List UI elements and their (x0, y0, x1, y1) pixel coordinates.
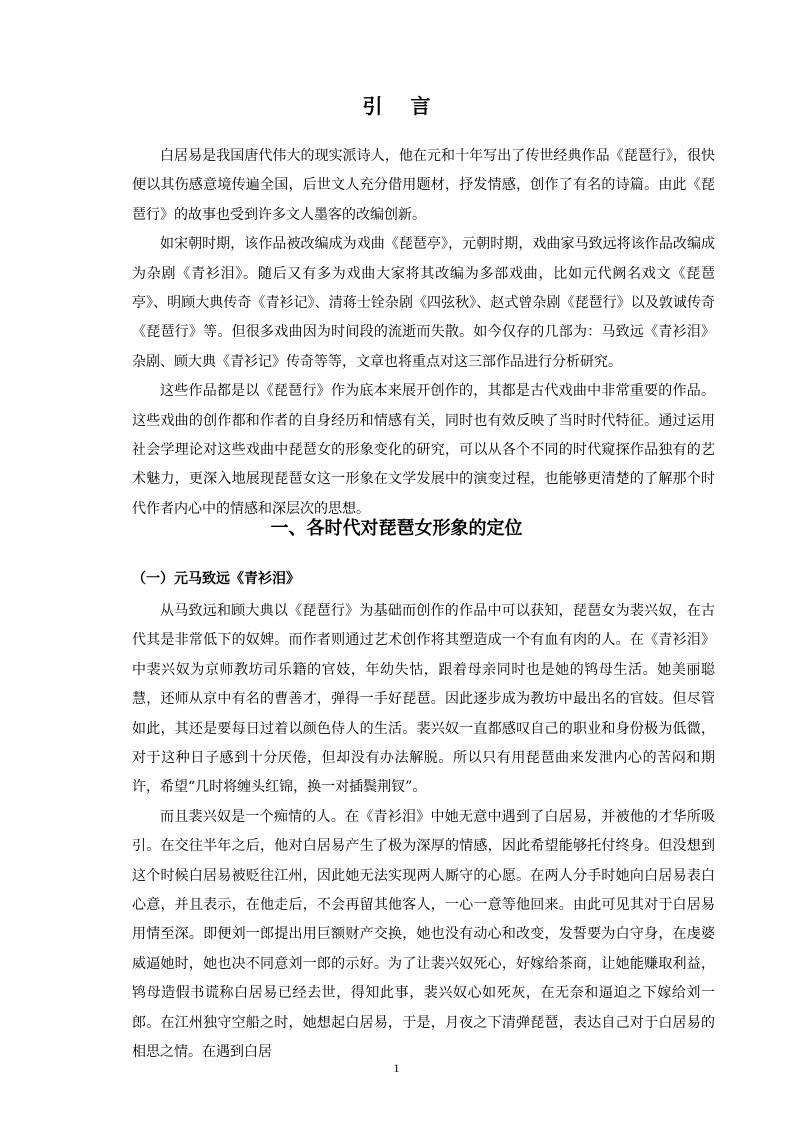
subsection-heading: （一）元马致远《青衫泪》 (132, 571, 300, 587)
section-heading: 一、各时代对琵琶女形象的定位 (270, 518, 523, 539)
section-paragraph-1: 从马致远和顾大典以《琵琶行》为基础而创作的作品中可以获知，琵琶女为裴兴奴，在古代其是非常低下的奴婢。而作者则通过艺术创作将其塑造成一个有血有肉的人。在《青衫泪》中裴兴奴为京师教坊司乐籍的官妓，年幼失怙，跟着母亲同时也是她的鸨母生活。她美丽聪慧，还师从京中有名的曹善才，弹得一手好琵琶。因此逐步成为教坊中最出名的官妓。但尽管如此，其还是要每日过着以颜色侍人的生活。裴兴奴一直都感叹自己的职业和身份极为低微，对于这种日子感到十分厌倦，但却没有办法解脱。所以只有用琵琶曲来发泄内心的苦闷和期许，希望“几时将缠头红锦，换一对插鬓荆钗”。 (132, 603, 715, 796)
page-number: 1 (393, 1061, 400, 1075)
intro-paragraph-3: 这些作品都是以《琵琶行》作为底本来展开创作的，其都是古代戏曲中非常重要的作品。这些戏曲的创作都和作者的自身经历和情感有关，同时也有效反映了当时时代特征。通过运用社会学理论对这些戏曲中琵琶女的形象变化的研究，可以从各个不同的时代窥探作品独有的艺术魅力，更深入地展现琵琶女这一形象在文学发展中的演变过程，也能够更清楚的了解那个时代作者内心中的情感和深层次的思想。 (132, 383, 715, 517)
intro-paragraph-1: 白居易是我国唐代伟大的现实派诗人，他在元和十年写出了传世经典作品《琵琶行》，很快便以其伤感意境传遍全国，后世文人充分借用题材，抒发情感，创作了有名的诗篇。由此《琵琶行》的故事也受到许多文人墨客的改编创新。 (132, 148, 715, 223)
section-body (132, 597, 715, 1068)
intro-body (132, 142, 715, 524)
intro-paragraph-2: 如宋朝时期，该作品被改编成为戏曲《琵琶亭》，元朝时期，戏曲家马致远将该作品改编成为杂剧《青衫泪》。随后又有多为戏曲大家将其改编为多部戏曲，比如元代阙名戏文《琵琶亭》、明顾大典传奇《青衫记》、清蒋士铨杂剧《四弦秋》、赵式曾杂剧《琵琶行》以及敦诚传奇《琵琶行》等。但很多戏曲因为时间段的流逝而失散。如今仅存的几部为：马致远《青衫泪》杂剧、顾大典《青衫记》传奇等等，文章也将重点对这三部作品进行分析研究。 (132, 236, 715, 370)
intro-title: 引言 (362, 94, 459, 118)
section-paragraph-2: 而且裴兴奴是一个痴情的人。在《青衫泪》中她无意中遇到了白居易，并被他的才华所吸引。在交往半年之后，他对白居易产生了极为深厚的情感，因此希望能够托付终身。但没想到这个时候白居易被贬往江州，因此她无法实现两人厮守的心愿。在两人分手时她向白居易表白心意，并且表示，在他走后，不会再留其他客人，一心一意等他回来。由此可见其对于白居易用情至深。即便刘一郎提出用巨额财产交换，她也没有动心和改变，发誓要为白守身，在虔婆威逼她时，她也决不同意刘一郎的示好。为了让裴兴奴死心，好嫁给茶商，让她能赚取利益，鸨母造假书谎称白居易已经去世，得知此事，裴兴奴心如死灰，在无奈和逼迫之下嫁给刘一郎。在江州独守空船之时，她想起白居易，于是，月夜之下清弹琵琶，表达自己对于白居易的相思之情。在遇到白居 (132, 808, 715, 1061)
